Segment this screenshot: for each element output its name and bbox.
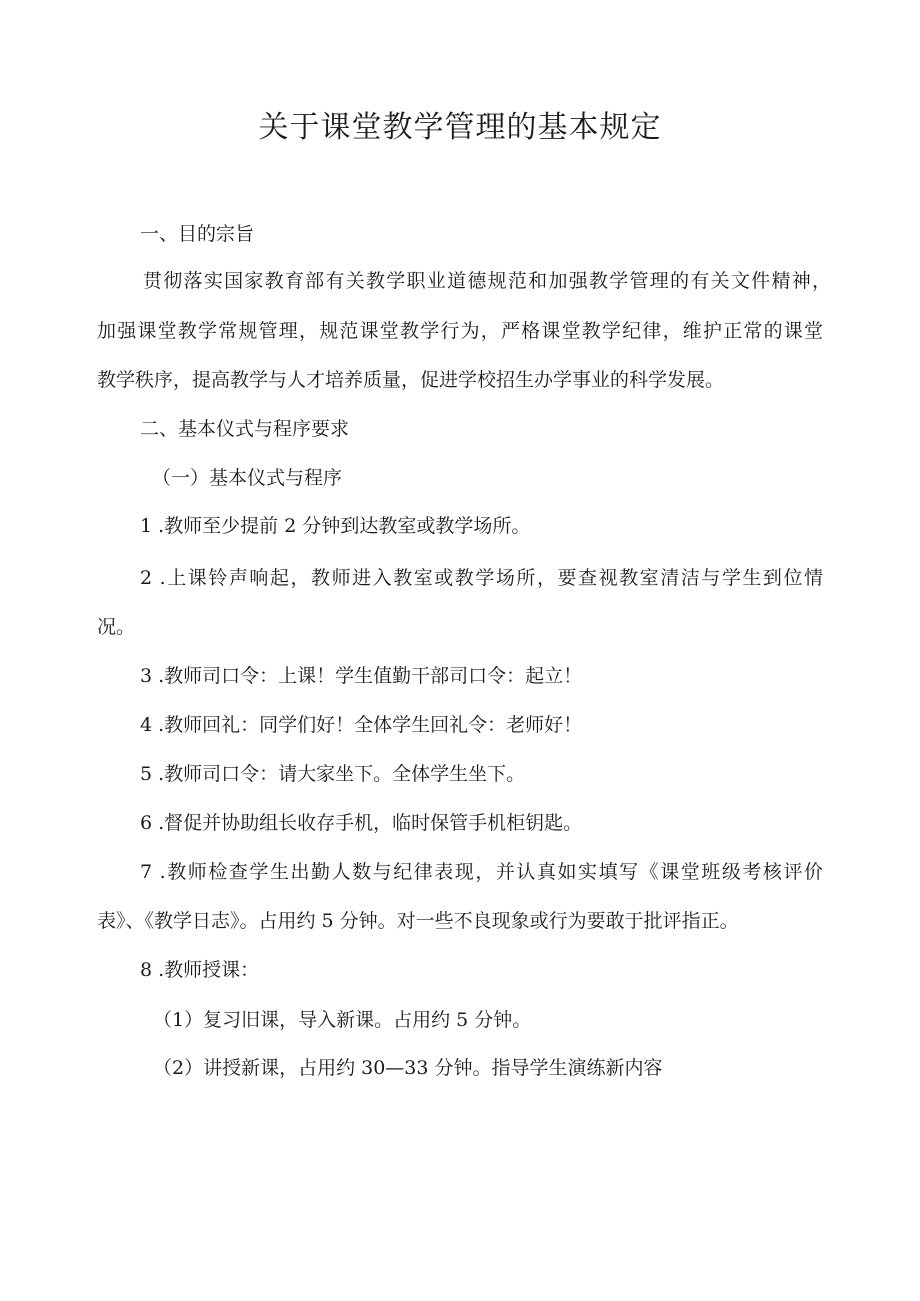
list-item-continuation: 表》、《教学日志》。占用约 5 分钟。对一些不良现象或行为要敢于批评指正。: [97, 910, 739, 932]
sub-list-item: （1）复习旧课，导入新课。占用约 5 分钟。: [153, 1009, 532, 1031]
document-title: 关于课堂教学管理的基本规定: [258, 110, 662, 145]
section-heading-ceremony: 二、基本仪式与程序要求: [140, 418, 350, 440]
list-item: 5 .教师司口令：请大家坐下。全体学生坐下。: [140, 763, 526, 785]
list-item-continuation: 况。: [97, 616, 136, 638]
paragraph-line: 加强课堂教学常规管理，规范课堂教学行为，严格课堂教学纪律，维护正常的课堂: [97, 320, 823, 342]
paragraph-line: 教学秩序，提高教学与人才培养质量，促进学校招生办学事业的科学发展。: [97, 369, 725, 391]
list-item: 1 .教师至少提前 2 分钟到达教室或教学场所。: [140, 515, 531, 537]
subsection-heading: （一）基本仪式与程序: [152, 467, 343, 489]
paragraph-line: 贯彻落实国家教育部有关教学职业道德规范和加强教学管理的有关文件精神，: [143, 270, 831, 292]
list-item: 4 .教师回礼：同学们好！全体学生回礼令：老师好！: [140, 714, 583, 736]
list-item: 6 .督促并协助组长收存手机，临时保管手机柜钥匙。: [140, 812, 583, 834]
sub-list-item: （2）讲授新课，占用约 30—33 分钟。指导学生演练新内容: [153, 1057, 663, 1079]
list-item: 3 .教师司口令：上课！学生值勤干部司口令：起立！: [140, 665, 583, 687]
list-item: 8 .教师授课：: [140, 959, 260, 981]
section-heading-purpose: 一、目的宗旨: [140, 223, 255, 245]
list-item: 2 .上课铃声响起，教师进入教室或教学场所，要查视教室清洁与学生到位情: [140, 567, 823, 589]
list-item: 7 .教师检查学生出勤人数与纪律表现，并认真如实填写《课堂班级考核评价: [140, 861, 823, 883]
